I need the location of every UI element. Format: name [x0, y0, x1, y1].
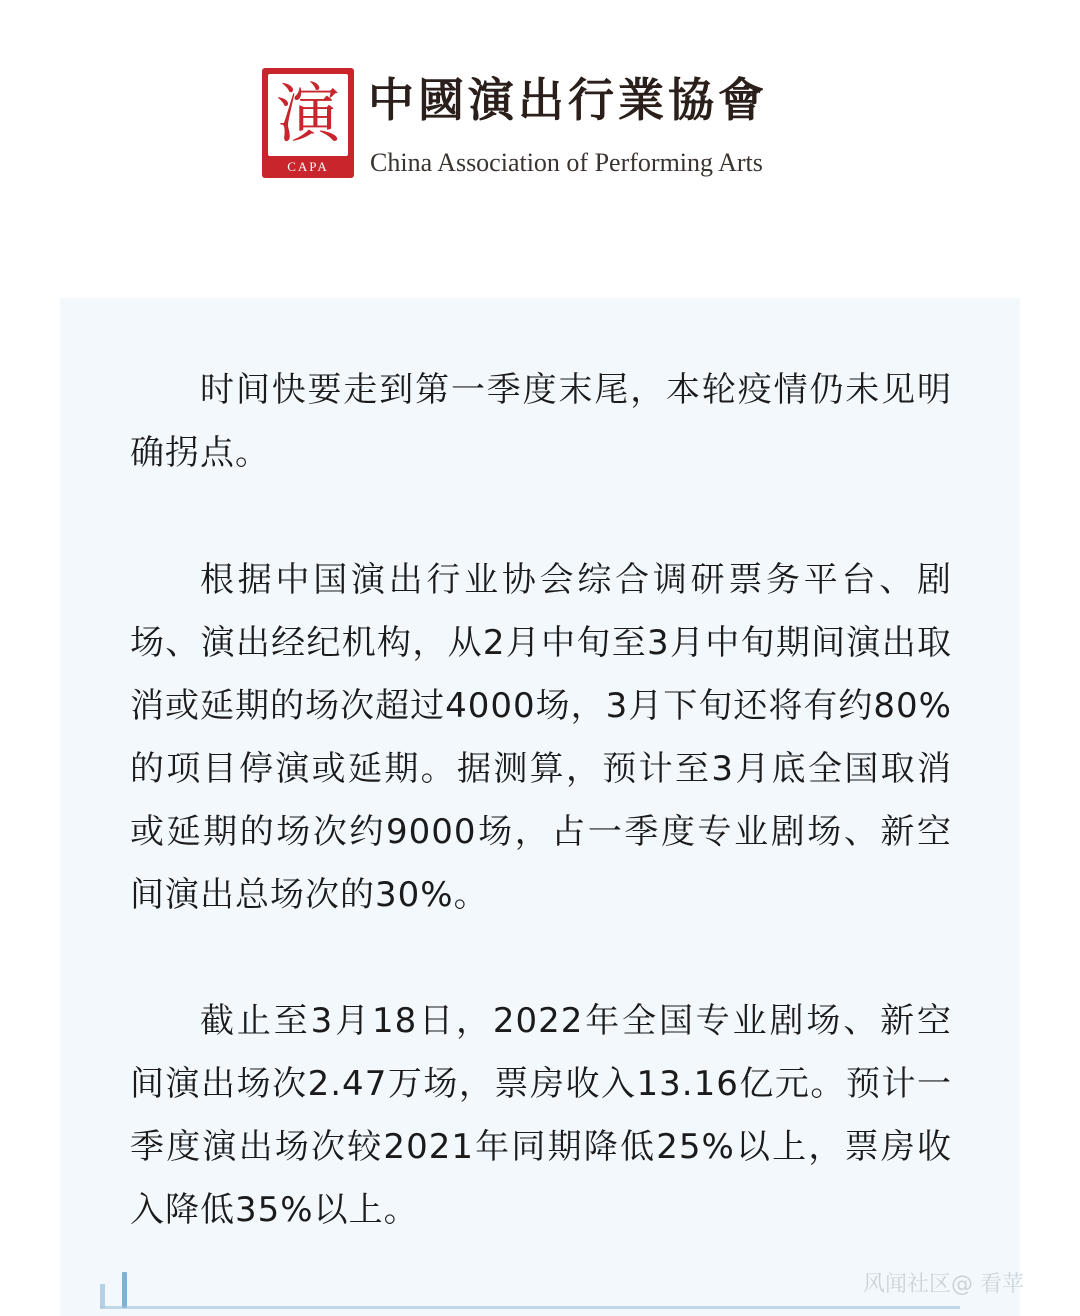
org-name-english: China Association of Performing Arts: [370, 148, 763, 177]
article-paragraph-3: 截止至3月18日，2022年全国专业剧场、新空间演出场次2.47万场，票房收入13.16亿元。预计一季度演出场次较2021年同期降低25%以上，票房收入降低35%以上。: [130, 1001, 952, 1230]
decoration-bar: [100, 1284, 105, 1308]
article-paragraph-1: 时间快要走到第一季度末尾，本轮疫情仍未见明确拐点。: [130, 370, 952, 473]
article-panel: [60, 298, 1020, 1316]
capa-seal-icon: [262, 68, 354, 178]
seal-label: CAPA: [287, 159, 329, 174]
seal-character: 演: [276, 78, 340, 152]
bottom-decoration: [100, 1268, 144, 1308]
source-watermark: 风闻社区@ 看苹: [863, 1272, 1024, 1297]
decoration-bar: [122, 1272, 127, 1308]
article-paragraph-2: 根据中国演出行业协会综合调研票务平台、剧场、演出经纪机构，从2月中旬至3月中旬期间演出取消或延期的场次超过4000场，3月下旬还将有约80%的项目停演或延期。据测算，预计至3月底全国取消或延期的场次约9000场，占一季度专业剧场、新空间演出总场次的30%。: [130, 560, 952, 915]
bottom-divider: [100, 1306, 960, 1309]
org-name-chinese: 中國演出行業協會: [368, 73, 768, 127]
capa-logo: [262, 66, 792, 182]
